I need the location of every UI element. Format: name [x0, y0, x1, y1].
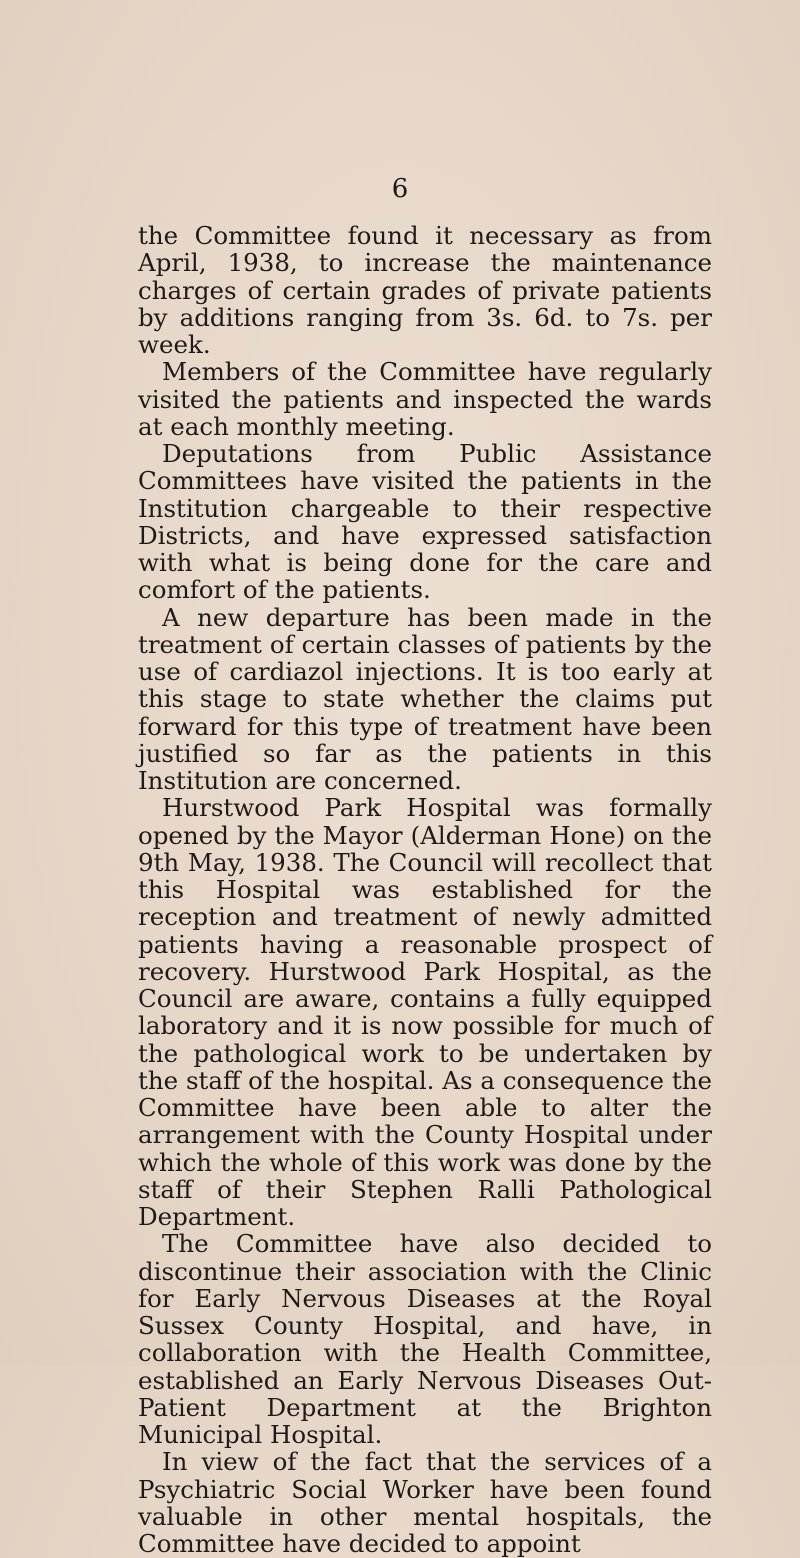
body-text: [138, 222, 712, 1557]
paragraph-continued: the Committee found it necessary as from April, 1938, to increase the maintenance charges of certain grades of private patients by additions ranging from 3s. 6d. to 7s. per week.: [138, 221, 712, 359]
paragraph-committee-visits: Members of the Committee have regularly visited the patients and inspected the wards at each monthly meeting.: [138, 357, 712, 441]
page-number: 6: [391, 174, 409, 204]
paragraph-nervous-diseases-clinic: The Committee have also decided to discontinue their association with the Clinic for Early Nervous Diseases at the Royal Sussex County Hospital, and have, in collaboration with the Health Committee, established an Early Nervous Diseases Out-Patient Department at the Brighton Municipal Hospital.: [138, 1229, 712, 1449]
paragraph-cardiazol-treatment: A new departure has been made in the treatment of certain classes of patients by the use of cardiazol injections. It is too early at this stage to state whether the claims put forward for this type of treatment have been justified so far as the patients in this Institution are concerned.: [138, 602, 712, 795]
paragraph-hurstwood-park: Hurstwood Park Hospital was formally opened by the Mayor (Alderman Hone) on the 9th May, 1938. The Council will recollect that this Hospital was established for the reception and treatment of newly admitted patients having a reasonable prospect of recovery. Hurstwood Park Hospital, as the Council are aware, contains a fully equipped laboratory and it is now possible for much of the pathological work to be undertaken by the staff of the hospital. As a consequence the Committee have been able to alter the arrangement with the County Hospital under which the whole of this work was done by the staff of their Stephen Ralli Pathological Department.: [138, 793, 712, 1231]
paragraph-psychiatric-social-worker: In view of the fact that the services of a Psychiatric Social Worker have been found valuable in other mental hospitals, the Committee have decided to appoint: [138, 1447, 712, 1558]
paragraph-deputations: Deputations from Public Assistance Committees have visited the patients in the Institution chargeable to their respective Districts, and have expressed satisfaction with what is being done for the care and comfort of the patients.: [138, 439, 712, 605]
